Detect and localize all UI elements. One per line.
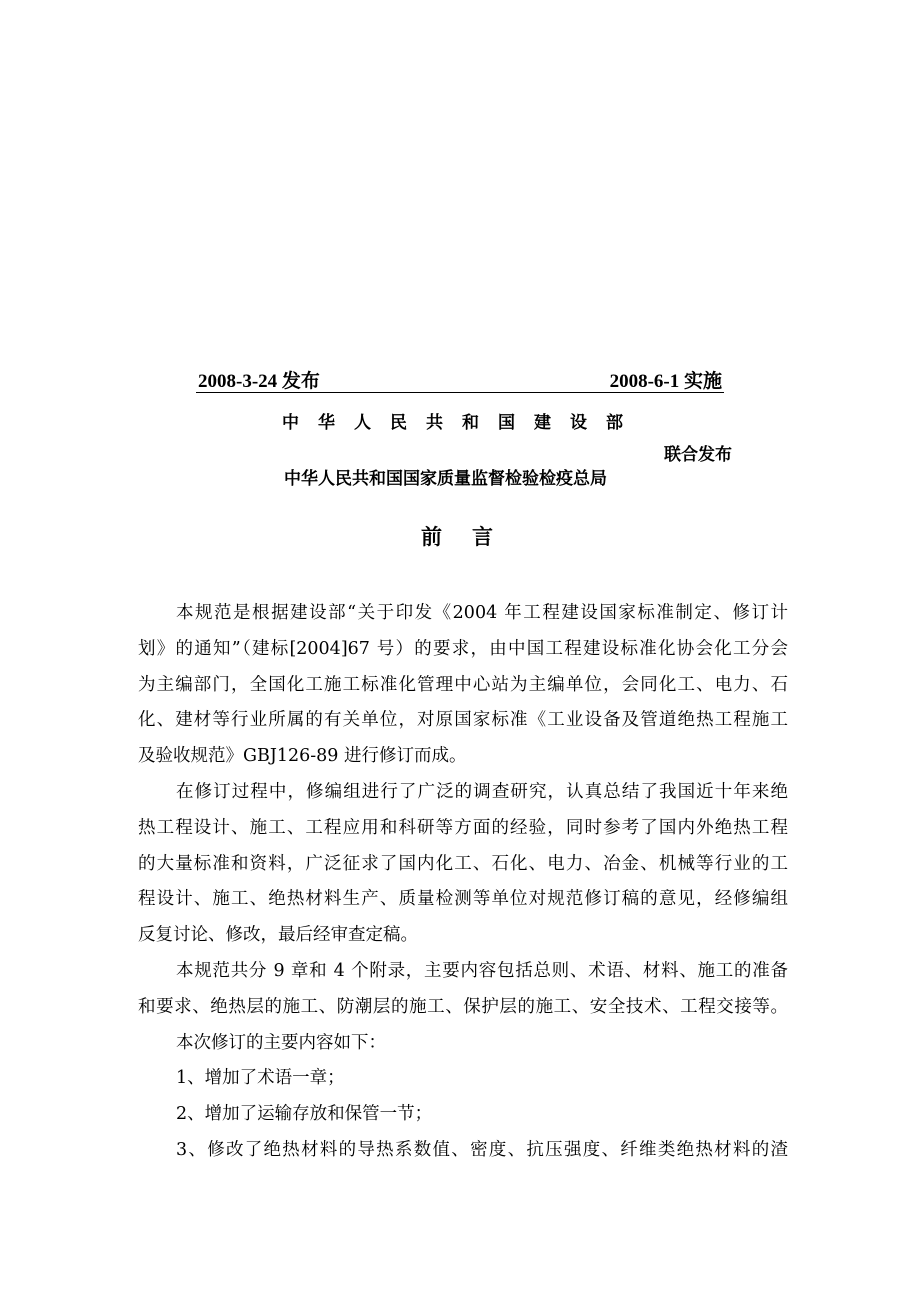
preface-line: 程设计、施工、绝热材料生产、质量检测等单位对规范修订稿的意见，经修编组 (138, 889, 788, 910)
preface-line: 的大量标准和资料，广泛征求了国内化工、石化、电力、冶金、机械等行业的工 (138, 853, 788, 874)
preface-body (138, 596, 788, 1169)
preface-title: 前言 (421, 525, 523, 549)
preface-line: 本次修订的主要内容如下： (176, 1032, 386, 1053)
effective-date: 2008-6-1 实施 (609, 371, 722, 392)
list-item: 3、修改了绝热材料的导热系数值、密度、抗压强度、纤维类绝热材料的渣 (176, 1139, 788, 1160)
preface-line: 本规范共分 9 章和 4 个附录，主要内容包括总则、术语、材料、施工的准备 (176, 960, 788, 981)
preface-line: 本规范是根据建设部“关于印发《2004 年工程建设国家标准制定、修订计 (176, 603, 788, 623)
preface-line: 热工程设计、施工、工程应用和科研等方面的经验，同时参考了国内外绝热工程 (138, 817, 788, 838)
release-dates-line (196, 364, 724, 393)
preface-line: 在修订过程中，修编组进行了广泛的调查研究，认真总结了我国近十年来绝 (176, 781, 788, 802)
issuing-department-1: 中华人民共和国建设部 (282, 413, 642, 433)
preface-line: 反复讨论、修改，最后经审查定稿。 (138, 925, 418, 946)
preface-line: 及验收规范》GBJ126-89 进行修订而成。 (138, 746, 467, 767)
preface-line: 为主编部门，全国化工施工标准化管理中心站为主编单位，会同化工、电力、石 (138, 674, 788, 695)
preface-line: 化、建材等行业所属的有关单位，对原国家标准《工业设备及管道绝热工程施工 (138, 710, 788, 731)
joint-release-label: 联合发布 (664, 445, 732, 465)
list-item: 1、增加了术语一章； (176, 1068, 345, 1089)
release-date: 2008-3-24 发布 (198, 371, 320, 392)
preface-line: 和要求、绝热层的施工、防潮层的施工、保护层的施工、安全技术、工程交接等。 (138, 996, 788, 1017)
preface-line: 划》的通知”（建标[2004]67 号）的要求，由中国工程建设标准化协会化工分会 (138, 638, 788, 659)
issuing-department-2: 中华人民共和国国家质量监督检验检疫总局 (284, 469, 607, 489)
list-item: 2、增加了运输存放和保管一节； (176, 1104, 433, 1125)
